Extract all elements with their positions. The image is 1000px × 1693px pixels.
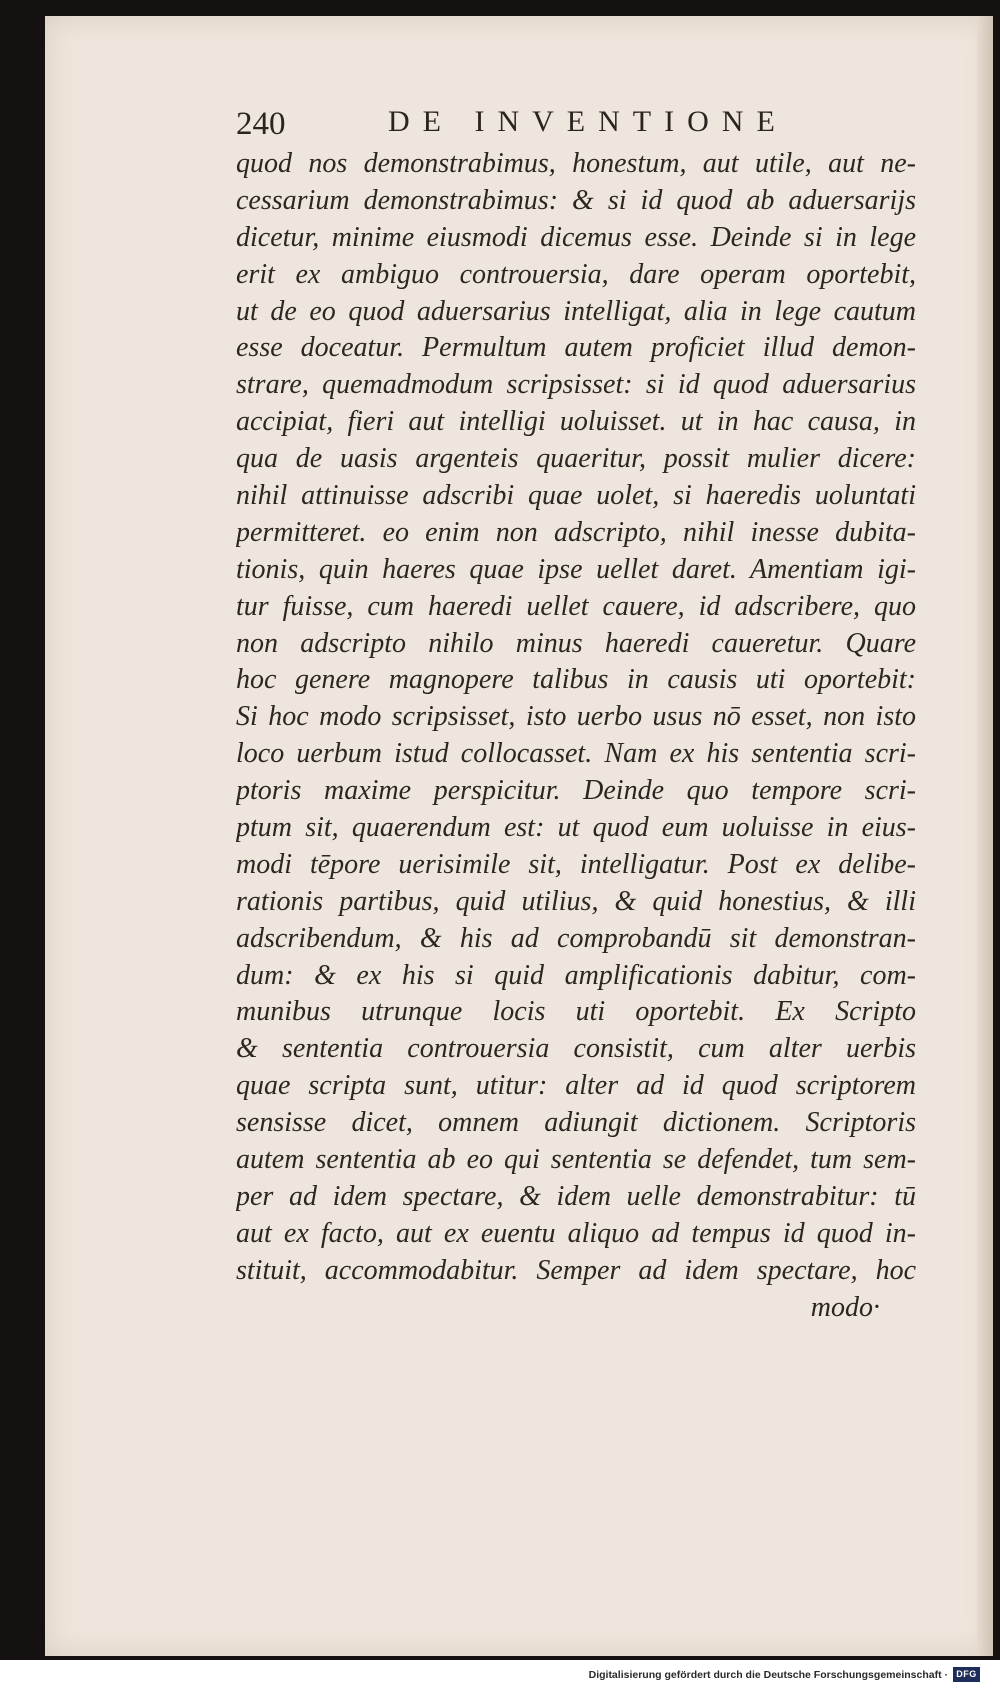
text-line: hoc genere magnopere talibus in causis uti oportebit: bbox=[236, 664, 916, 696]
text-line: loco uerbum istud collocasset. Nam ex his sententia scri- bbox=[236, 738, 916, 770]
text-line: munibus utrunque locis uti oportebit. Ex Scripto bbox=[236, 996, 916, 1028]
text-line: dicetur, minime eiusmodi dicemus esse. Deinde si in lege bbox=[236, 221, 916, 253]
text-line: erit ex ambiguo controuersia, dare operam oportebit, bbox=[236, 258, 916, 290]
text-line: strare, quemadmodum scripsisset: si id quod aduersarius bbox=[236, 369, 916, 401]
text-line: aut ex facto, aut ex euentu aliquo ad tempus id quod in- bbox=[236, 1217, 916, 1249]
text-line: esse doceatur. Permultum autem proficiet illud demon- bbox=[236, 332, 916, 364]
text-line: & sententia controuersia consistit, cum alter uerbis bbox=[236, 1033, 916, 1065]
page-number: 240 bbox=[236, 106, 286, 142]
body-text bbox=[236, 146, 916, 1327]
text-line: permitteret. eo enim non adscripto, nihil inesse dubita- bbox=[236, 516, 916, 548]
text-line: accipiat, fieri aut intelligi uoluisset. ut in hac causa, in bbox=[236, 406, 916, 438]
catchword: modo· bbox=[810, 1291, 880, 1323]
text-line: tionis, quin haeres quae ipse uellet daret. Amentiam igi- bbox=[236, 553, 916, 585]
text-line: ptoris maxime perspicitur. Deinde quo tempore scri- bbox=[236, 775, 916, 807]
text-line: quod nos demonstrabimus, honestum, aut utile, aut ne- bbox=[236, 148, 916, 179]
text-line: adscribendum, & his ad comprobandū sit demonstran- bbox=[236, 922, 916, 954]
running-title: DE INVENTIONE bbox=[388, 105, 788, 138]
text-line: sensisse dicet, omnem adiungit dictionem. Scriptoris bbox=[236, 1107, 916, 1139]
text-line: Si hoc modo scripsisset, isto uerbo usus nō esset, non isto bbox=[236, 701, 916, 733]
page-edge bbox=[977, 16, 993, 1656]
text-line: rationis partibus, quid utilius, & quid honestius, & illi bbox=[236, 885, 916, 917]
text-line: tur fuisse, cum haeredi uellet cauere, id adscribere, quo bbox=[236, 590, 916, 622]
text-line: ptum sit, quaerendum est: ut quod eum uoluisse in eius- bbox=[236, 812, 916, 844]
text-line: quae scripta sunt, utitur: alter ad id quod scriptorem bbox=[236, 1070, 916, 1102]
text-line: nihil attinuisse adscribi quae uolet, si haeredis uoluntati bbox=[236, 480, 916, 512]
text-line: stituit, accommodabitur. Semper ad idem spectare, hoc bbox=[236, 1254, 916, 1286]
funding-credit: Digitalisierung gefördert durch die Deutsche Forschungsgemeinschaft · bbox=[588, 1669, 948, 1681]
text-line: dum: & ex his si quid amplificationis dabitur, com- bbox=[236, 959, 916, 991]
text-line: modi tēpore uerisimile sit, intelligatur. Post ex delibe- bbox=[236, 848, 916, 880]
text-line: autem sententia ab eo qui sententia se defendet, tum sem- bbox=[236, 1144, 916, 1176]
text-line: ut de eo quod aduersarius intelligat, alia in lege cautum bbox=[236, 295, 916, 327]
running-head bbox=[236, 96, 876, 146]
text-line: non adscripto nihilo minus haeredi caueretur. Quare bbox=[236, 627, 916, 659]
text-line: qua de uasis argenteis quaeritur, possit mulier dicere: bbox=[236, 443, 916, 475]
text-line: cessarium demonstrabimus: & si id quod ab aduersarijs bbox=[236, 184, 916, 216]
digitization-footer bbox=[0, 1660, 1000, 1693]
text-line: per ad idem spectare, & idem uelle demonstrabitur: tū bbox=[236, 1180, 916, 1212]
dfg-logo-icon: DFG bbox=[953, 1667, 980, 1682]
